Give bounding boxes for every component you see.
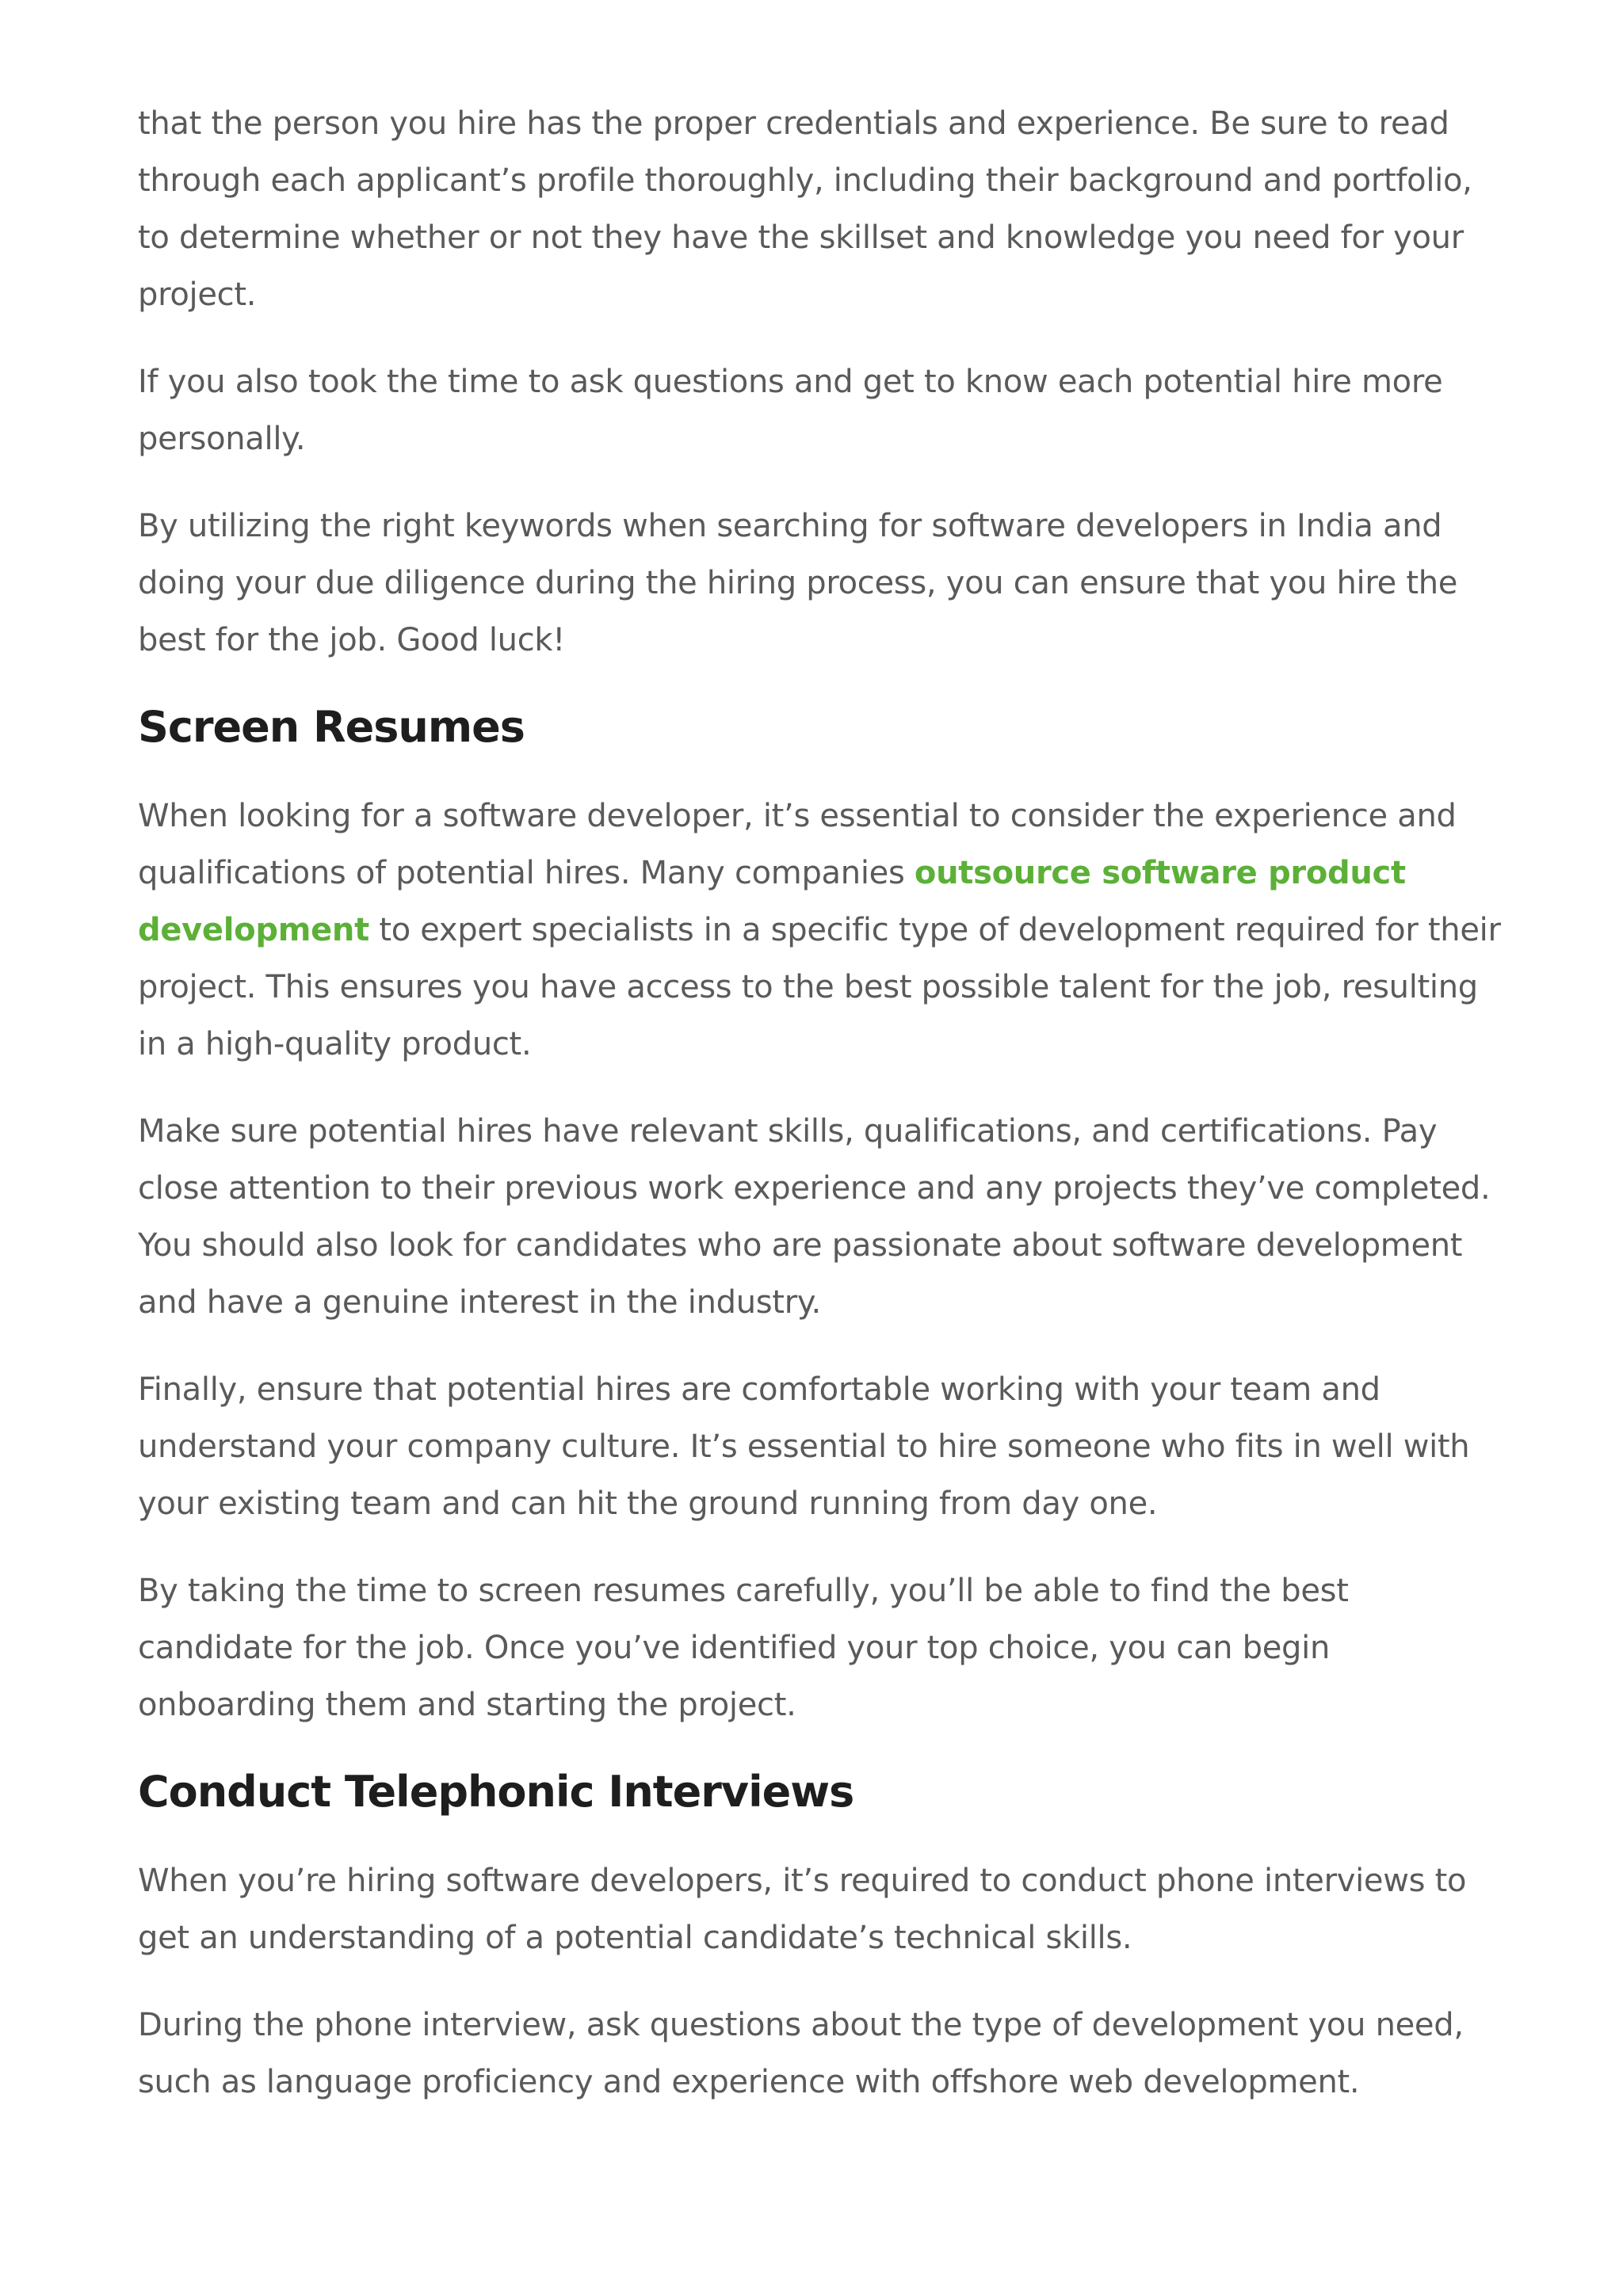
- paragraph-text-after-link: to expert specialists in a specific type of development required for their project. This ensures you have access to the best possible talent for the job, resulting in a high-quality product.: [138, 912, 1501, 1062]
- paragraph-relevant-skills: Make sure potential hires have relevant skills, qualifications, and certifications. Pay close attention to their previous work experience and any projects they’ve completed. You should also look for candidates who are passionate about software development and have a genuine interest in the industry.: [138, 1113, 1491, 1321]
- paragraph-credentials: that the person you hire has the proper credentials and experience. Be sure to read through each applicant’s profile thoroughly, including their background and portfolio, to determine whether or not they have the skillset and knowledge you need for your project.: [138, 105, 1472, 313]
- outsource-development-link[interactable]: outsource software product development: [138, 855, 1406, 948]
- paragraph-phone-interviews: When you’re hiring software developers, it’s required to conduct phone interviews to get an understanding of a potential candidate’s technical skills.: [138, 1863, 1467, 1956]
- paragraph-experience-qualifications: [138, 788, 1504, 1073]
- heading-screen-resumes: Screen Resumes: [138, 702, 525, 752]
- paragraph-keywords: By utilizing the right keywords when searching for software developers in India and doing your due diligence during the hiring process, you can ensure that you hire the best for the job. Good luck!: [138, 508, 1458, 658]
- paragraph-interview-questions: During the phone interview, ask questions about the type of development you need, such as language proficiency and experience with offshore web development.: [138, 2007, 1464, 2100]
- paragraph-ask-questions: If you also took the time to ask questions and get to know each potential hire more personally.: [138, 364, 1443, 457]
- paragraph-company-culture: Finally, ensure that potential hires are comfortable working with your team and understand your company culture. It’s essential to hire someone who fits in well with your existing team and can hit the ground running from day one.: [138, 1371, 1470, 1522]
- paragraph-screen-carefully: By taking the time to screen resumes carefully, you’ll be able to find the best candidate for the job. Once you’ve identified your top choice, you can begin onboarding them and starting the project.: [138, 1573, 1349, 1723]
- heading-telephonic-interviews: Conduct Telephonic Interviews: [138, 1767, 854, 1817]
- paragraph-text-before-link: When looking for a software developer, it’s essential to consider the experience and qualifications of potential hires. Many companies: [138, 798, 1457, 891]
